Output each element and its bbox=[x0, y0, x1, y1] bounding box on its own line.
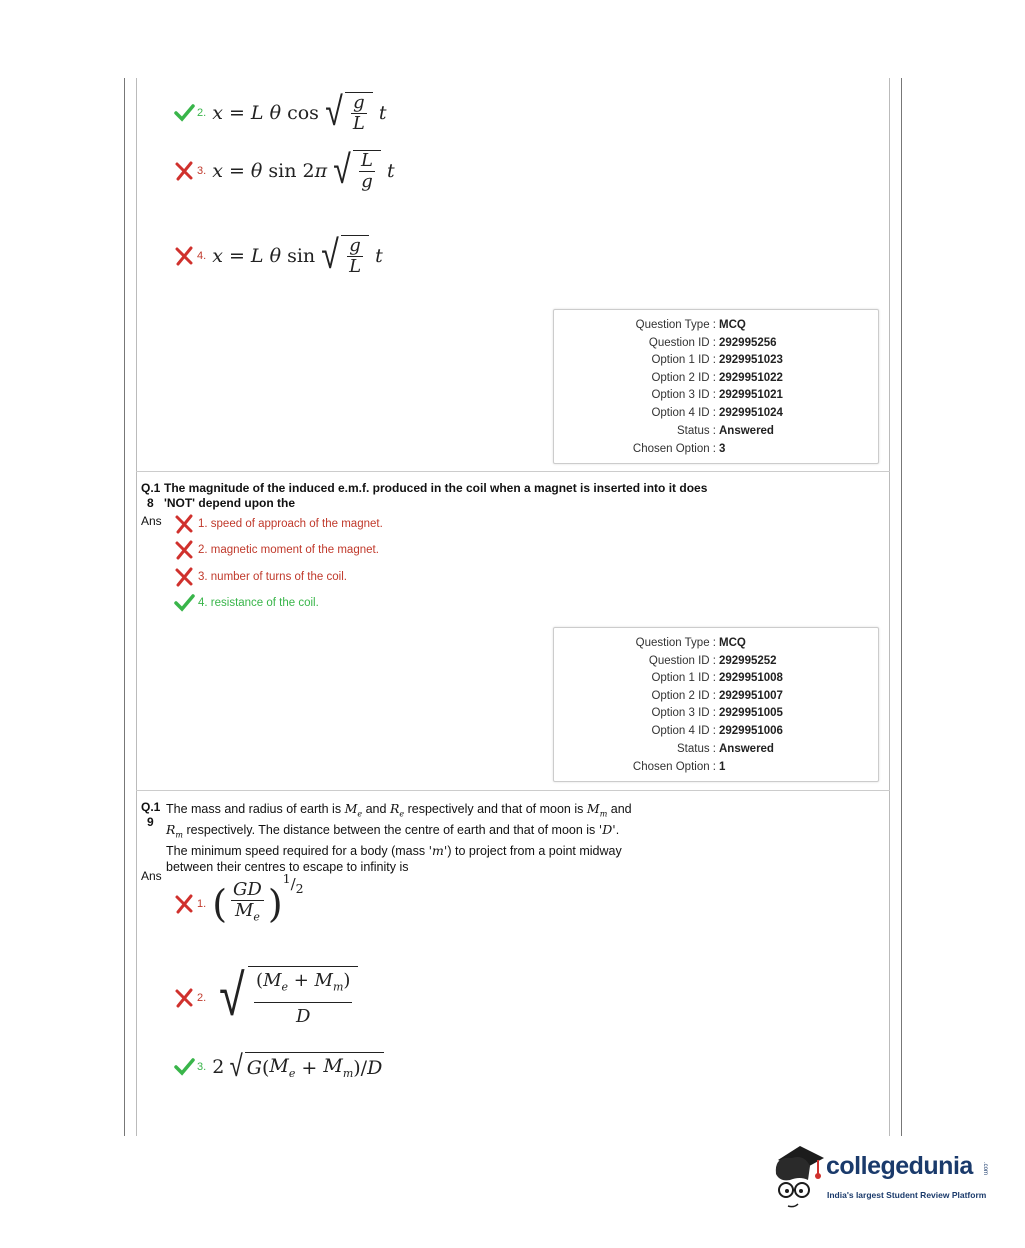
q18-option-2: 2. magnetic moment of the magnet. bbox=[173, 539, 379, 561]
option-formula: 2 √ G ( $M_e$ + $M_m$ )/ D bbox=[212, 1049, 383, 1084]
option-number: 3. bbox=[197, 165, 207, 177]
cross-icon bbox=[173, 987, 195, 1009]
brand-tagline: India's largest Student Review Platform bbox=[827, 1190, 987, 1200]
option-number: 3. bbox=[197, 1061, 207, 1073]
q18-option-1: 1. speed of approach of the magnet. bbox=[173, 513, 383, 535]
question-meta-box: Question Type : MCQ Question ID : 292995256 Option 1 ID : 2929951023 Option 2 ID : 2929951022 Option 3 ID : 2929951021 Option 4 ID : 2929951024 Status : Answered Chosen Option : 3 bbox=[553, 309, 879, 464]
option-formula: √ $\frac{(M_e + M_m)}{D}$ bbox=[212, 966, 358, 1031]
q18-option-4: 4. resistance of the coil. bbox=[173, 592, 319, 614]
option-number: 2. bbox=[197, 107, 207, 119]
prev-option-4 bbox=[173, 232, 383, 278]
left-border-line bbox=[124, 78, 125, 1136]
option-formula: ( $\frac{GD}{M_e}$ ) $^1/_2$ bbox=[212, 871, 304, 926]
answer-label: Ans bbox=[141, 869, 162, 883]
q19-option-3 bbox=[173, 1049, 384, 1084]
cross-icon bbox=[173, 566, 195, 588]
check-icon bbox=[173, 1056, 195, 1078]
right-border-line bbox=[901, 78, 902, 1136]
question-18-text: The magnitude of the induced e.m.f. produced in the coil when a magnet is inserted into it does 'NOT' depend upon the bbox=[164, 481, 708, 510]
question-18-number: Q.1 8 bbox=[141, 481, 161, 510]
q19-option-2 bbox=[173, 961, 358, 1031]
question-meta-box: Question Type : MCQ Question ID : 292995252 Option 1 ID : 2929951008 Option 2 ID : 2929951007 Option 3 ID : 2929951005 Option 4 ID : 2929951006 Status : Answered Chosen Option : 1 bbox=[553, 627, 879, 782]
check-icon bbox=[173, 102, 195, 124]
collegedunia-logo bbox=[770, 1140, 1000, 1220]
mascot-icon bbox=[770, 1140, 828, 1212]
brand-suffix: .com bbox=[982, 1162, 988, 1176]
option-formula: x = L θ cos √ $\frac{g}{L}$ t bbox=[212, 89, 387, 135]
option-number: 4. bbox=[197, 250, 207, 262]
option-number: 1. bbox=[197, 897, 207, 910]
option-formula: x = θ sin 2 π √ $\frac{L}{g}$ t bbox=[212, 147, 395, 193]
brand-name: collegedunia bbox=[826, 1152, 973, 1180]
check-icon bbox=[173, 592, 195, 614]
option-formula: x = L θ sin √ $\frac{g}{L}$ t bbox=[212, 232, 383, 278]
cross-icon bbox=[173, 893, 195, 915]
cross-icon bbox=[173, 513, 195, 535]
q19-option-1 bbox=[173, 871, 304, 928]
q18-option-3: 3. number of turns of the coil. bbox=[173, 566, 347, 588]
option-number: 2. bbox=[197, 992, 207, 1005]
answer-label: Ans bbox=[141, 514, 162, 528]
prev-option-3 bbox=[173, 147, 395, 193]
cross-icon bbox=[173, 539, 195, 561]
question-19-number: Q.1 9 bbox=[141, 800, 161, 829]
question-19-text: The mass and radius of earth is $M_e$ and $R_e$ respectively and that of moon is $M_m$ and $R_m$ respectively. The distance between the centre of earth and that of moon is 'D'. The minimum speed required for a body (mass 'm') to project from a point midway between their centres to escape to infinity is bbox=[166, 801, 632, 875]
cross-icon bbox=[173, 245, 195, 267]
cross-icon bbox=[173, 160, 195, 182]
prev-option-2 bbox=[173, 89, 387, 135]
